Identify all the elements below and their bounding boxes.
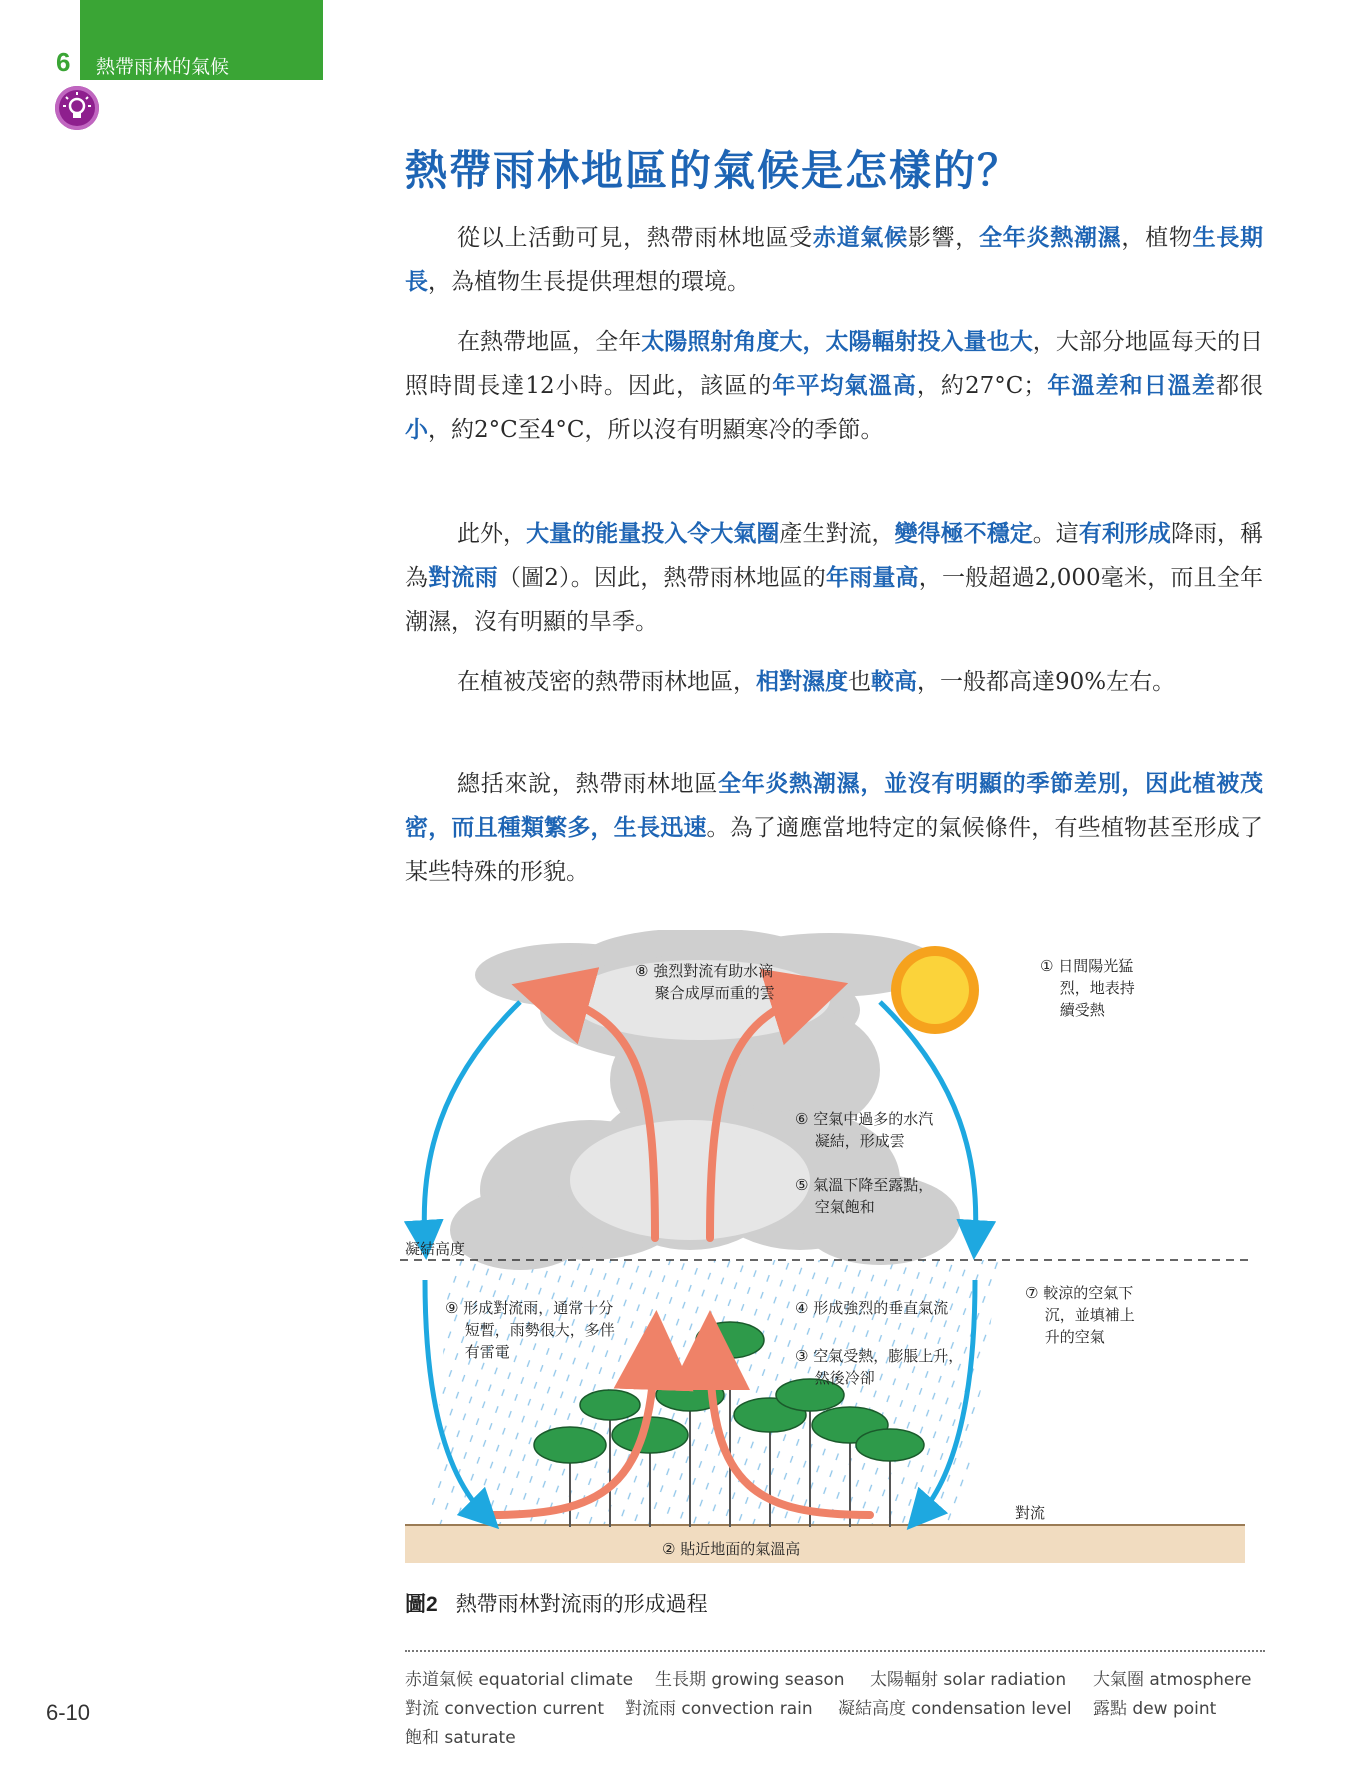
highlight-term: 較高 <box>871 669 917 695</box>
highlight-term: 太陽照射角度大，太陽輻射投入量也大 <box>641 329 1033 355</box>
page-number: 6-10 <box>46 1700 91 1725</box>
highlight-term: 有利形成 <box>1078 521 1171 547</box>
highlight-term: 全年炎熱潮濕，並沒有明顯的季節差別，因此植被茂密，而且種類繁多，生長迅速 <box>405 771 1264 841</box>
text-run: ，約27°C； <box>916 373 1047 399</box>
glossary-term: 凝結高度 condensation level <box>838 1699 1072 1719</box>
paragraph <box>405 216 1263 304</box>
text-run: ，一般超過2,000毫米，而且全年潮濕，沒有明顯的旱季。 <box>405 565 1264 635</box>
text-run: ，大部分地區每天的日照時間長達12小時。因此，該區的 <box>405 329 1264 399</box>
paragraph <box>405 320 1263 452</box>
figure-number: 圖2 <box>405 1593 438 1616</box>
text-run: 從以上活動可見，熱帶雨林地區受 <box>457 225 813 251</box>
label-ground-temp: ② 貼近地面的氣溫高 <box>662 1540 801 1558</box>
label-dew-point: ⑤ 氣溫下降至露點， 空氣飽和 <box>795 1176 934 1216</box>
page-title: 熱帶雨林地區的氣候是怎樣的？ <box>405 146 1022 195</box>
text-run: 總括來說，熱帶雨林地區 <box>457 771 718 797</box>
text-run: 在熱帶地區，全年 <box>457 329 642 355</box>
glossary-term: 露點 dew point <box>1093 1699 1217 1719</box>
text-run: （圖2）。因此，熱帶雨林地區的 <box>497 565 826 591</box>
highlight-term: 全年炎熱潮濕 <box>979 225 1122 251</box>
figure-title: 熱帶雨林對流雨的形成過程 <box>455 1592 708 1616</box>
text-run: ，為植物生長提供理想的環境。 <box>428 269 750 295</box>
convection-rain-diagram <box>400 930 1250 1570</box>
text-run: ，一般都高達90%左右。 <box>917 669 1176 695</box>
highlight-term: 大量的能量投入令大氣圈 <box>526 521 780 547</box>
highlight-term: 小 <box>405 417 428 443</box>
text-run: ，植物 <box>1121 225 1193 251</box>
paragraph <box>405 762 1263 894</box>
chapter-title: 熱帶雨林的氣候 <box>96 56 230 78</box>
highlight-term: 年雨量高 <box>825 565 919 591</box>
text-run: 此外， <box>457 521 527 547</box>
glossary-divider <box>405 1650 1265 1652</box>
glossary-term: 對流雨 convection rain <box>625 1699 813 1719</box>
label-convection-rain: ⑨ 形成對流雨，通常十分 短暫，雨勢很大，多伴 有雷電 <box>445 1299 615 1361</box>
highlight-term: 生長期長 <box>405 225 1264 295</box>
text-run: 產生對流， <box>779 521 895 547</box>
text-run: 都很 <box>1215 373 1264 399</box>
label-condensation-level: 凝結高度 <box>405 1240 466 1258</box>
label-vertical-airflow: ④ 形成強烈的垂直氣流 <box>795 1299 949 1317</box>
highlight-term: 相對濕度 <box>756 669 848 695</box>
highlight-term: 年溫差和日溫差 <box>1046 373 1216 399</box>
glossary-term: 大氣圈 atmosphere <box>1093 1670 1252 1690</box>
glossary-term: 飽和 saturate <box>405 1728 516 1748</box>
label-sunlight: ① 日間陽光猛 烈，地表持 續受熱 <box>1040 957 1135 1019</box>
text-run: 。這 <box>1032 521 1079 547</box>
chapter-number: 6 <box>56 47 71 77</box>
text-run: 影響， <box>907 225 980 251</box>
label-condensation: ⑥ 空氣中過多的水汽 凝結，形成雲 <box>795 1110 934 1150</box>
text-run: ，約2°C至4°C，所以沒有明顯寒冷的季節。 <box>428 417 884 443</box>
ground <box>405 1525 1245 1563</box>
sun-icon <box>891 946 979 1034</box>
highlight-term: 赤道氣候 <box>812 225 908 251</box>
label-strong-convection: ⑧ 強烈對流有助水滴 聚合成厚而重的雲 <box>635 962 775 1002</box>
text-run: 也 <box>848 669 871 695</box>
glossary-term: 赤道氣候 equatorial climate <box>405 1670 634 1690</box>
highlight-term: 對流雨 <box>428 565 498 591</box>
text-run: 在植被茂密的熱帶雨林地區， <box>457 669 756 695</box>
paragraph <box>405 660 1263 704</box>
glossary-term: 生長期 growing season <box>655 1670 845 1690</box>
text-run: 降雨，稱為 <box>405 521 1264 591</box>
glossary-term: 太陽輻射 solar radiation <box>870 1670 1067 1690</box>
label-sinking-air: ⑦ 較涼的空氣下 沉，並填補上 升的空氣 <box>1025 1284 1135 1346</box>
paragraph <box>405 512 1263 644</box>
lightbulb-icon <box>55 86 99 130</box>
glossary-term: 對流 convection current <box>405 1699 605 1719</box>
label-air-rises: ③ 空氣受熱，膨脹上升， 然後冷卻 <box>795 1347 964 1387</box>
highlight-term: 年平均氣溫高 <box>772 373 917 399</box>
figure-caption <box>405 1588 708 1618</box>
text-run: 。為了適應當地特定的氣候條件，有些植物甚至形成了某些特殊的形貌。 <box>405 815 1264 885</box>
label-convection: 對流 <box>1015 1504 1046 1522</box>
highlight-term: 變得極不穩定 <box>894 521 1033 547</box>
